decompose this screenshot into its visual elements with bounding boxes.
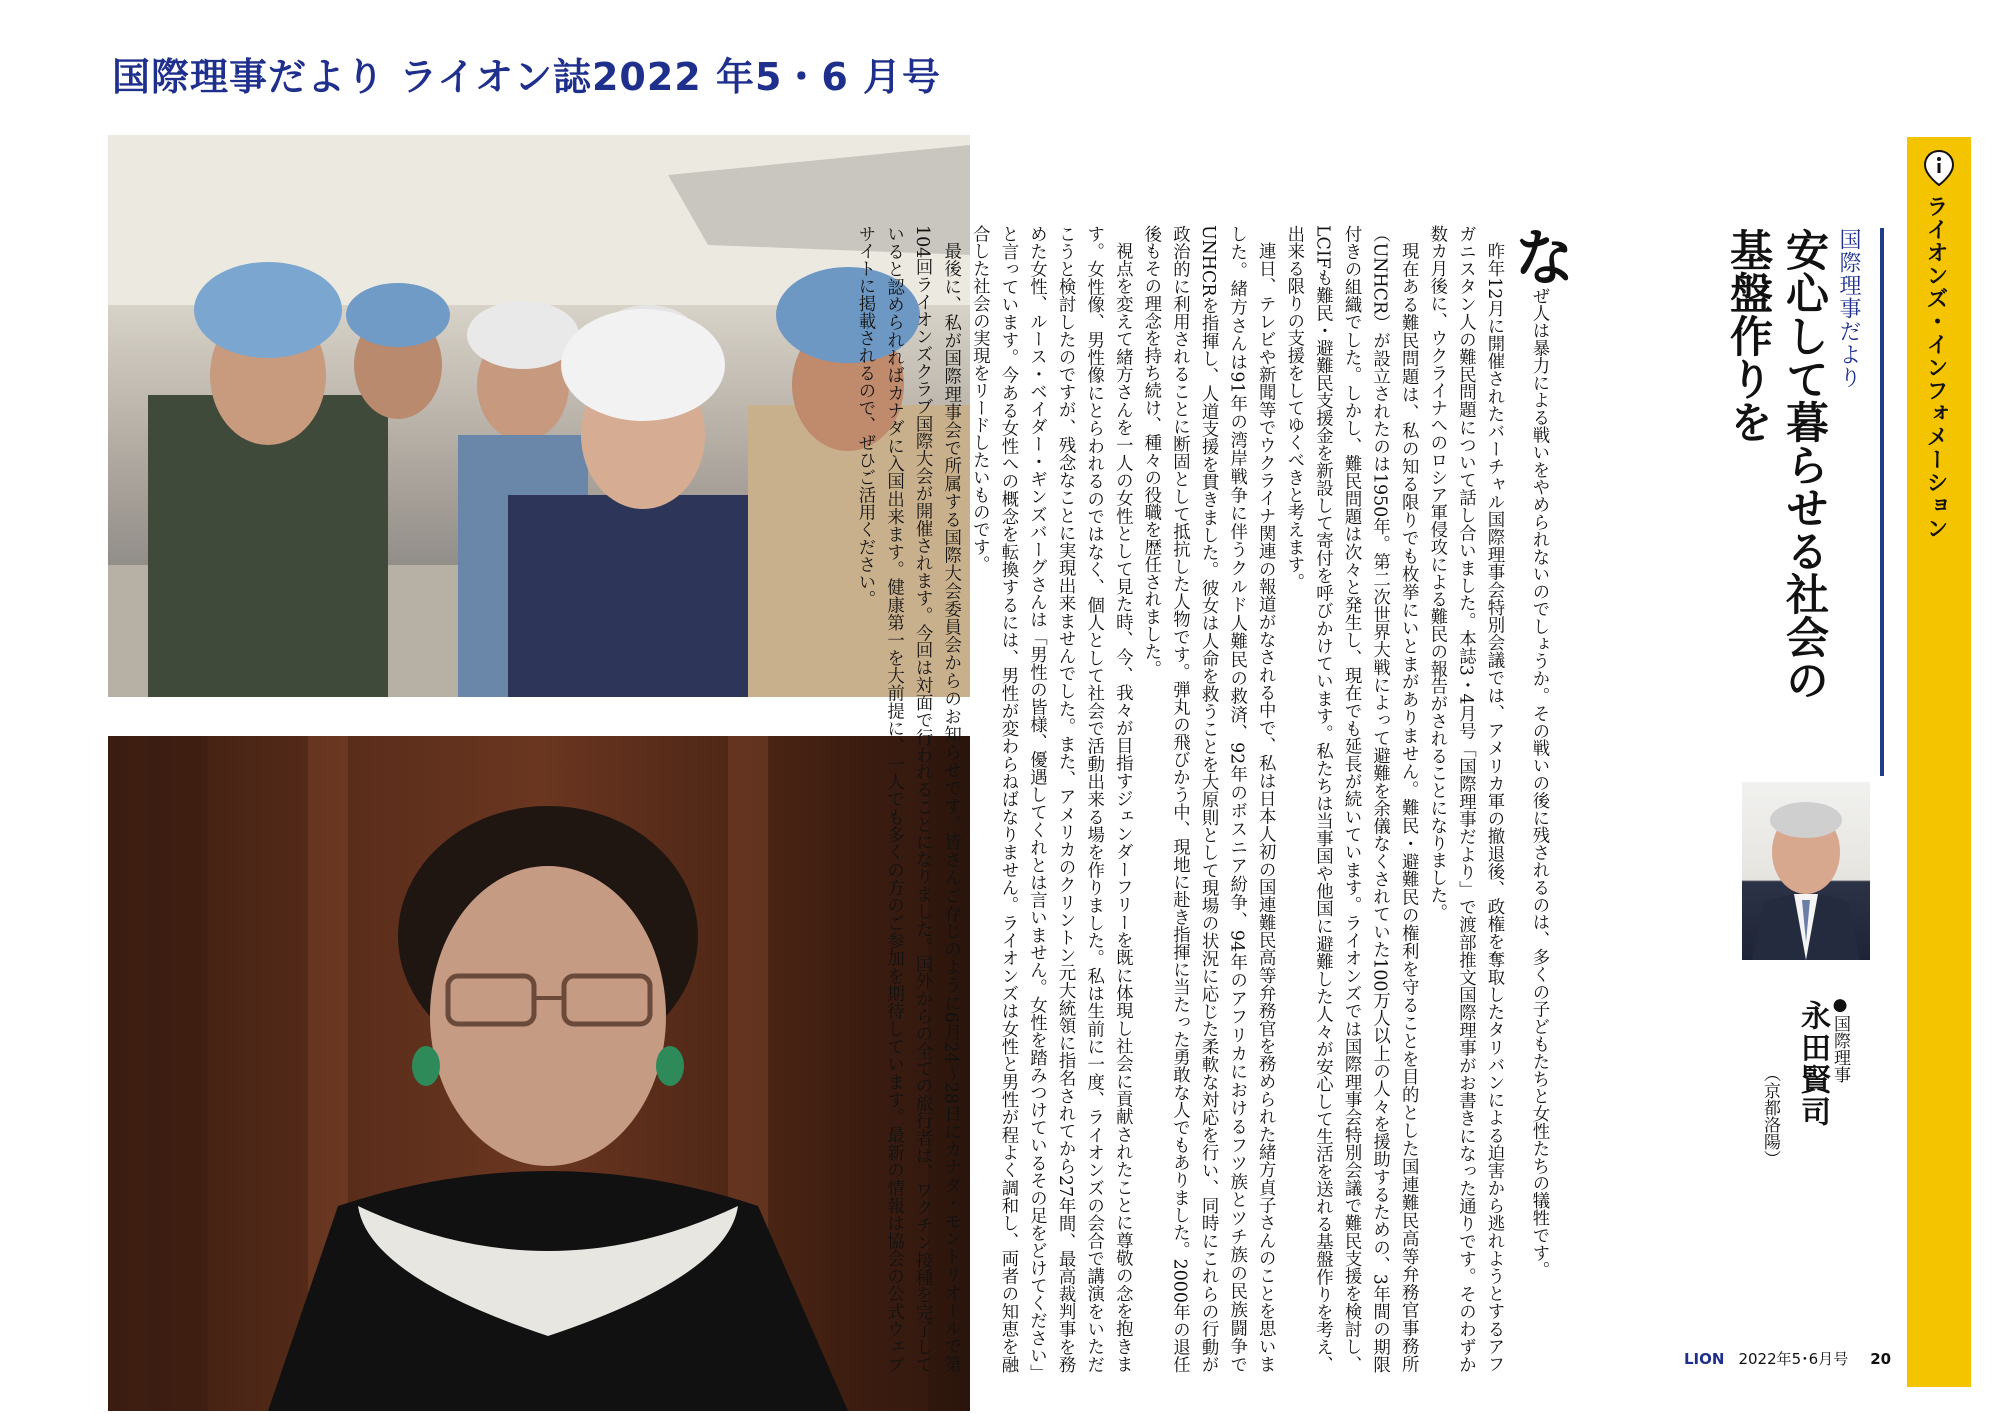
info-pin-icon: [1924, 150, 1954, 186]
article-title: 安心して暮らせる社会の 基盤作りを: [1723, 228, 1829, 701]
author-photo-illustration: [1742, 782, 1870, 960]
article-paragraph-4: 連日、テレビや新聞等でウクライナ関連の報道がなされる中で、私は日本人初の国連難民高等弁務官を務められた緒方貞子さんのことを思いました。緒方さんは91年の湾岸戦争に伴うクルド人難民の救済、92年のボスニア紛争、94年のアフリカにおけるフツ族とツチ族の民族闘争でUNHCRを指揮し、人道支援を貫きました。彼女は人命を救うことを大原則として現場の状況に応じた柔軟な対応を行い、同時にこれらの行動が政治的に利用されることに断固として抵抗した人物です。弾丸の飛びかう中、現地に赴き指揮に当たった勇敢な人でもありました。2000年の退任後もその理念を持ち続け、種々の役職を歴任されました。: [1140, 225, 1276, 1373]
article-body: [854, 225, 1576, 1373]
page-header-title: 国際理事だより ライオン誌2022 年5・6 月号: [112, 55, 942, 99]
page-footer: [1684, 1348, 1891, 1369]
photo-portrait-illustration: [108, 736, 970, 1411]
author-name: 永田賢司: [1795, 1000, 1830, 1128]
article-dropcap: な: [1503, 225, 1576, 287]
photo-portrait: [108, 736, 970, 1411]
article-paragraph-5: 視点を変えて緒方さんを一人の女性として見た時、今、我々が目指すジェンダーフリーを既に体現し社会に貢献されたことに尊敬の念を抱きます。女性像、男性像にとらわれるのではなく、個人として社会で活動出来る場を作りました。私は生前に一度、ライオンズの会合で講演をいただこうと検討したのですが、残念なことに実現出来ませんでした。また、アメリカのクリントン元大統領に指名されてから27年間、最高裁判事を務めた女性、ルース・ベイダー・ギンズバーグさんは「男性の皆様、優遇してくれとは言いません。女性を踏みつけているその足をどけてください」と言っています。今ある女性への概念を転換するには、男性が変わらねばなりません。ライオンズは女性と男性が程よく調和し、両者の知恵を融合した社会の実現をリードしたいものです。: [969, 225, 1133, 1373]
article-paragraph-1: なぜ人は暴力による戦いをやめられないのでしょうか。その戦いの後に残されるのは、多くの子どもたちと女性たちの犠牲です。: [1503, 225, 1576, 1279]
photo-unhcr-illustration: [108, 135, 970, 697]
article-paragraph-3: 現在ある難民問題は、私の知る限りでも枚挙にいとまがありません。難民・避難民の権利を守ることを目的とした国連難民高等弁務官事務所（UNHCR）が設立されたのは1950年。第二次世界大戦によって避難を余儀なくされていた100万人以上の人々を援助するための、3年間の期限付きの組織でした。しかし、難民問題は次々と発生し、現在でも延長が続いています。ライオンズでは国際理事会特別会議で難民支援を検討し、LCIFも難民・避難民支援金を新設して寄付を呼びかけています。私たちは当事国や他国に避難した人々が安心して生活を送れる基盤作りを考え、出来る限りの支援をしてゆくべきと考えます。: [1283, 225, 1419, 1373]
author-photo: [1742, 782, 1870, 960]
article-paragraph-6: 最後に、私が国際理事会で所属する国際大会委員会からのお知らせです。皆さんご存じのように6月24～28日にカナダ・モントリオールで第104回ライオンズクラブ国際大会が開催されます。今回は対面で行われることになりました。国外からの全ての旅行者は、ワクチン接種を完了していると認められればカナダに入国出来ます。健康第一を大前提に、一人でも多くの方のご参加を期待しています。最新の情報は協会の公式ウェブサイトに掲載されるので、ぜひご活用ください。: [854, 225, 961, 1373]
kicker-accent-line: [1880, 228, 1884, 776]
side-tab-label: ライオンズ・インフォメーション: [1923, 195, 1948, 540]
photo-unhcr-field-visit: [108, 135, 970, 697]
author-role: ●国際理事: [1830, 995, 1850, 1083]
article-kicker: 国際理事だより: [1836, 228, 1861, 389]
author-club: （京都洛陽）: [1760, 1065, 1780, 1167]
footer-page-number: 20: [1870, 1350, 1892, 1368]
footer-issue: 2022年5･6月号: [1738, 1350, 1849, 1368]
article-paragraph-2: 昨年12月に開催されたバーチャル国際理事会特別会議では、アメリカ軍の撤退後、政権を奪取したタリバンによる迫害から逃れようとするアフガニスタン人の難民問題について話し合いました。本誌3・4月号「国際理事だより」で渡部推文国際理事がお書きになった通りです。そのわずか数カ月後に、ウクライナへのロシア軍侵攻による難民の報告がされることになりました。: [1426, 225, 1504, 1373]
footer-brand: LION: [1684, 1350, 1725, 1368]
